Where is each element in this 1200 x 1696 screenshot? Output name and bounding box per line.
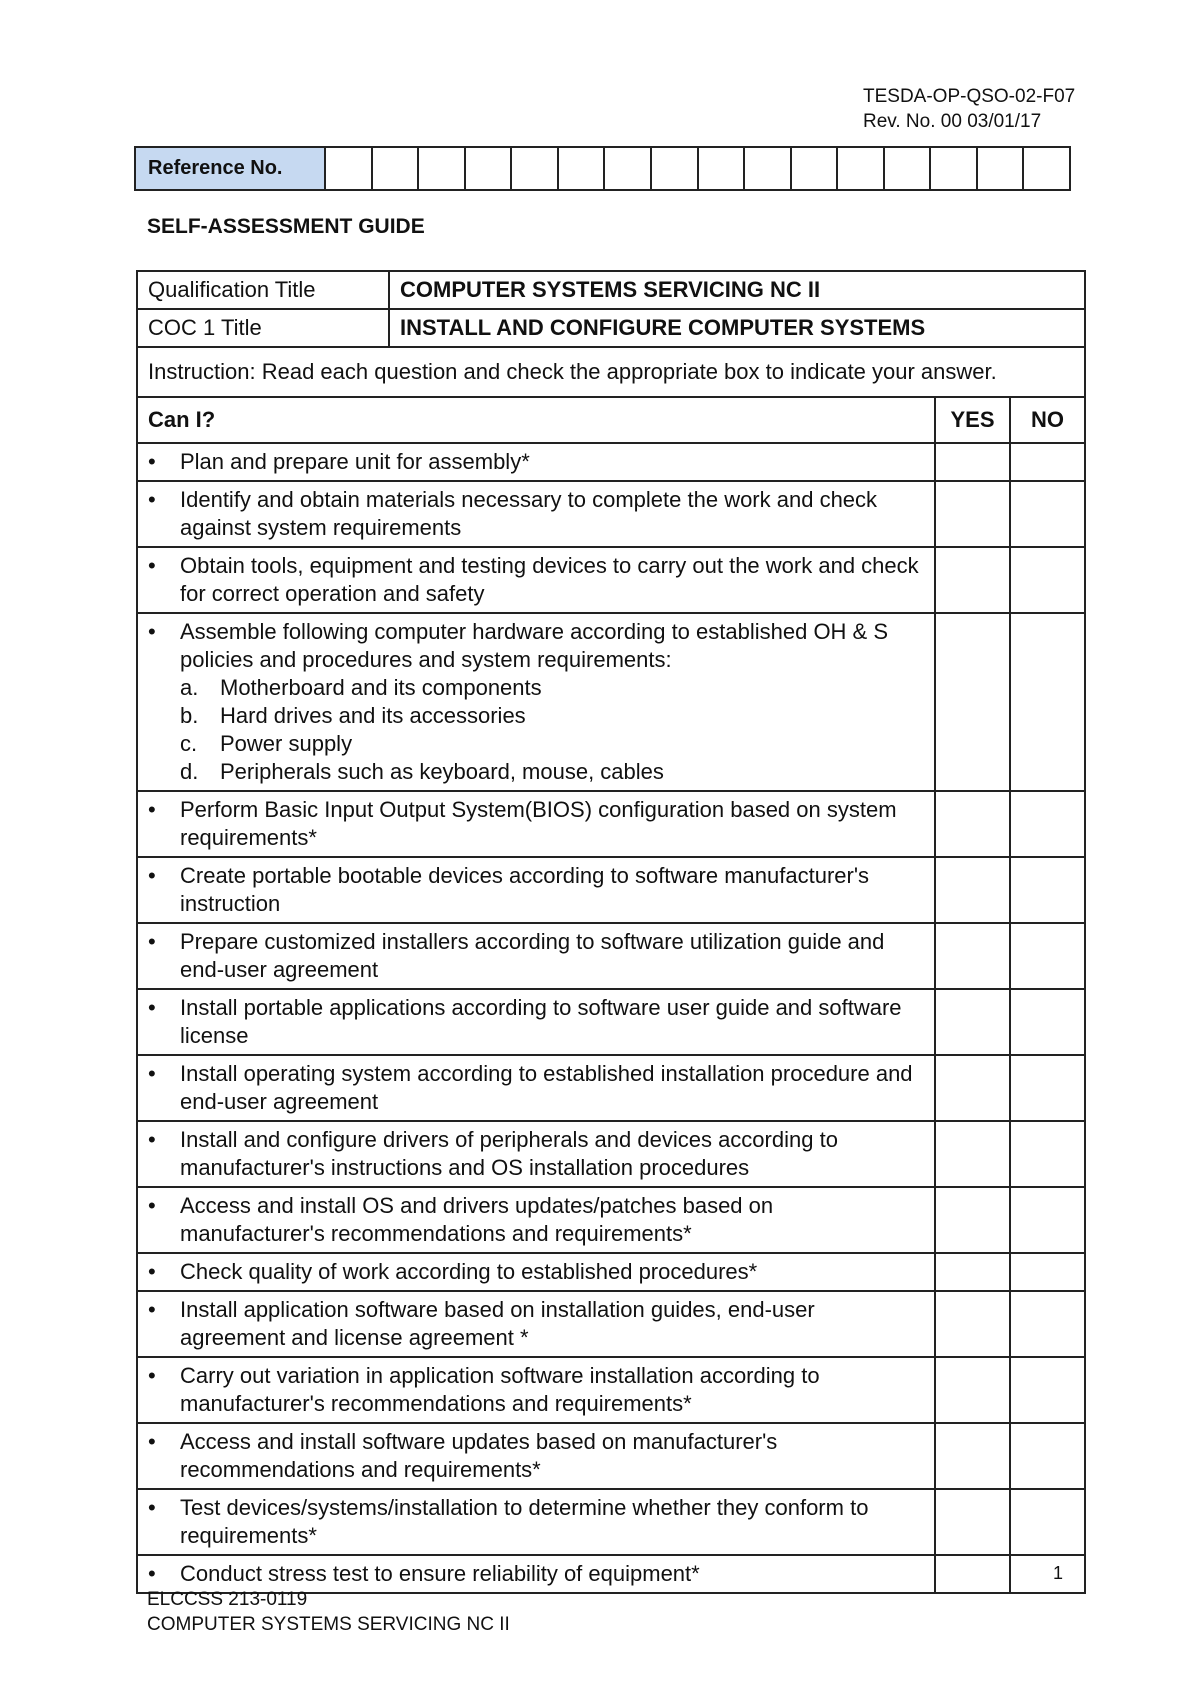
- question-cell: [137, 613, 935, 791]
- reference-digit-box[interactable]: [559, 148, 606, 189]
- no-checkbox-cell[interactable]: [1010, 1055, 1085, 1121]
- reference-digit-box[interactable]: [512, 148, 559, 189]
- reference-digit-box[interactable]: [326, 148, 373, 189]
- table-row: [137, 1121, 1085, 1187]
- bullet-icon: •: [148, 553, 156, 578]
- table-row: [137, 547, 1085, 613]
- no-checkbox-cell[interactable]: [1010, 1253, 1085, 1291]
- yes-checkbox-cell[interactable]: [935, 791, 1010, 857]
- reference-digit-box[interactable]: [1024, 148, 1069, 189]
- coc-value: INSTALL AND CONFIGURE COMPUTER SYSTEMS: [389, 309, 1085, 347]
- yes-checkbox-cell[interactable]: [935, 1423, 1010, 1489]
- form-code: TESDA-OP-QSO-02-F07: [863, 86, 1076, 107]
- instruction-row: [137, 347, 1085, 397]
- no-checkbox-cell[interactable]: [1010, 547, 1085, 613]
- no-checkbox-cell[interactable]: [1010, 1291, 1085, 1357]
- question-cell: [137, 443, 935, 481]
- question-cell: [137, 481, 935, 547]
- table-row: [137, 989, 1085, 1055]
- bullet-icon: •: [148, 995, 156, 1020]
- sub-item: [180, 674, 924, 702]
- question-text: Obtain tools, equipment and testing devices to carry out the work and check for correct operation and safety: [180, 553, 919, 606]
- form-header: [863, 84, 1075, 134]
- reference-digit-box[interactable]: [931, 148, 978, 189]
- question-text: Install application software based on installation guides, end-user agreement and license agreement *: [180, 1297, 815, 1350]
- table-row: [137, 1423, 1085, 1489]
- question-text: Access and install software updates based on manufacturer's recommendations and requirements*: [180, 1429, 778, 1482]
- sub-item-letter: d.: [180, 759, 199, 784]
- question-cell: [137, 857, 935, 923]
- yes-column-header: YES: [935, 397, 1010, 443]
- yes-checkbox-cell[interactable]: [935, 481, 1010, 547]
- question-cell: [137, 1187, 935, 1253]
- bullet-icon: •: [148, 1495, 156, 1520]
- bullet-icon: •: [148, 863, 156, 888]
- yes-checkbox-cell[interactable]: [935, 1357, 1010, 1423]
- question-text: Perform Basic Input Output System(BIOS) configuration based on system requirements*: [180, 797, 897, 850]
- question-cell: [137, 1489, 935, 1555]
- yes-checkbox-cell[interactable]: [935, 989, 1010, 1055]
- question-cell: [137, 1423, 935, 1489]
- sub-item-text: Power supply: [220, 731, 353, 756]
- question-text: Install and configure drivers of peripherals and devices according to manufacturer's instructions and OS installation procedures: [180, 1127, 838, 1180]
- table-row: [137, 613, 1085, 791]
- reference-number-box: [134, 146, 1071, 191]
- question-text: Identify and obtain materials necessary to complete the work and check against system requirements: [180, 487, 878, 540]
- question-cell: [137, 989, 935, 1055]
- reference-digit-box[interactable]: [419, 148, 466, 189]
- question-cell: [137, 1055, 935, 1121]
- question-cell: [137, 547, 935, 613]
- yes-checkbox-cell[interactable]: [935, 857, 1010, 923]
- question-text: Test devices/systems/installation to determine whether they conform to requirements*: [180, 1495, 869, 1548]
- revision-number: Rev. No. 00 03/01/17: [863, 111, 1042, 132]
- table-row: [137, 1291, 1085, 1357]
- no-checkbox-cell[interactable]: [1010, 1423, 1085, 1489]
- coc-row: [137, 309, 1085, 347]
- no-checkbox-cell[interactable]: [1010, 481, 1085, 547]
- question-text: Create portable bootable devices according to software manufacturer's instruction: [180, 863, 870, 916]
- bullet-icon: •: [148, 1363, 156, 1388]
- bullet-icon: •: [148, 1561, 156, 1586]
- coc-label: COC 1 Title: [137, 309, 389, 347]
- no-checkbox-cell[interactable]: [1010, 613, 1085, 791]
- column-header-row: [137, 397, 1085, 443]
- instruction-text: Instruction: Read each question and check the appropriate box to indicate your answer.: [137, 347, 1085, 397]
- sub-item: [180, 758, 924, 786]
- reference-digit-box[interactable]: [652, 148, 699, 189]
- question-text: Install operating system according to established installation procedure and end-user agreement: [180, 1061, 913, 1114]
- no-checkbox-cell[interactable]: [1010, 1555, 1085, 1593]
- reference-digit-box[interactable]: [373, 148, 420, 189]
- yes-checkbox-cell[interactable]: [935, 923, 1010, 989]
- qualification-value: COMPUTER SYSTEMS SERVICING NC II: [389, 271, 1085, 309]
- reference-digit-box[interactable]: [699, 148, 746, 189]
- bullet-icon: •: [148, 1127, 156, 1152]
- sub-item-letter: b.: [180, 703, 199, 728]
- yes-checkbox-cell[interactable]: [935, 1121, 1010, 1187]
- assessment-table: [136, 270, 1086, 1594]
- sub-item-letter: a.: [180, 675, 199, 700]
- page-number: 1: [1053, 1563, 1064, 1583]
- yes-checkbox-cell[interactable]: [935, 1253, 1010, 1291]
- table-row: [137, 443, 1085, 481]
- no-checkbox-cell[interactable]: [1010, 989, 1085, 1055]
- no-checkbox-cell[interactable]: [1010, 1121, 1085, 1187]
- table-row: [137, 481, 1085, 547]
- reference-digit-box[interactable]: [466, 148, 513, 189]
- no-checkbox-cell[interactable]: [1010, 1187, 1085, 1253]
- table-row: [137, 1357, 1085, 1423]
- bullet-icon: •: [148, 1297, 156, 1322]
- bullet-icon: •: [148, 1429, 156, 1454]
- question-text: Carry out variation in application software installation according to manufacturer's recommendations and requirements*: [180, 1363, 820, 1416]
- bullet-icon: •: [148, 619, 156, 644]
- question-cell: [137, 791, 935, 857]
- yes-checkbox-cell[interactable]: [935, 1489, 1010, 1555]
- yes-checkbox-cell[interactable]: [935, 1187, 1010, 1253]
- yes-checkbox-cell[interactable]: [935, 1055, 1010, 1121]
- sub-item: [180, 730, 924, 758]
- qualification-row: [137, 271, 1085, 309]
- no-checkbox-cell[interactable]: [1010, 443, 1085, 481]
- document-title: SELF-ASSESSMENT GUIDE: [147, 215, 425, 238]
- question-text: Check quality of work according to established procedures*: [180, 1259, 758, 1284]
- table-row: [137, 857, 1085, 923]
- reference-digit-box[interactable]: [885, 148, 932, 189]
- no-column-header: NO: [1010, 397, 1085, 443]
- table-row: [137, 1489, 1085, 1555]
- question-text: Access and install OS and drivers updates/patches based on manufacturer's recommendations and requirements*: [180, 1193, 774, 1246]
- yes-checkbox-cell[interactable]: [935, 547, 1010, 613]
- reference-digit-box[interactable]: [838, 148, 885, 189]
- question-cell: [137, 1357, 935, 1423]
- question-cell: [137, 1291, 935, 1357]
- table-row: [137, 791, 1085, 857]
- bullet-icon: •: [148, 1193, 156, 1218]
- page-footer: [147, 1587, 510, 1637]
- no-checkbox-cell[interactable]: [1010, 791, 1085, 857]
- no-checkbox-cell[interactable]: [1010, 1489, 1085, 1555]
- sub-item-text: Motherboard and its components: [220, 675, 542, 700]
- question-text: Plan and prepare unit for assembly*: [180, 449, 530, 474]
- reference-label: Reference No.: [136, 148, 326, 189]
- question-cell: [137, 923, 935, 989]
- sub-item: [180, 702, 924, 730]
- sub-item-text: Peripherals such as keyboard, mouse, cables: [220, 759, 664, 784]
- yes-checkbox-cell[interactable]: [935, 1555, 1010, 1593]
- question-text: Prepare customized installers according to software utilization guide and end-user agreement: [180, 929, 885, 982]
- bullet-icon: •: [148, 1061, 156, 1086]
- table-row: [137, 1253, 1085, 1291]
- bullet-icon: •: [148, 929, 156, 954]
- yes-checkbox-cell[interactable]: [935, 1291, 1010, 1357]
- sub-item-letter: c.: [180, 731, 198, 756]
- no-checkbox-cell[interactable]: [1010, 923, 1085, 989]
- no-checkbox-cell[interactable]: [1010, 857, 1085, 923]
- qualification-label: Qualification Title: [137, 271, 389, 309]
- bullet-icon: •: [148, 449, 156, 474]
- question-text: Conduct stress test to ensure reliability of equipment*: [180, 1561, 700, 1586]
- bullet-icon: •: [148, 797, 156, 822]
- table-row: [137, 1187, 1085, 1253]
- no-checkbox-cell[interactable]: [1010, 1357, 1085, 1423]
- reference-digit-box[interactable]: [978, 148, 1025, 189]
- bullet-icon: •: [148, 487, 156, 512]
- question-cell: [137, 1253, 935, 1291]
- reference-digit-box[interactable]: [605, 148, 652, 189]
- bullet-icon: •: [148, 1259, 156, 1284]
- question-text: Assemble following computer hardware according to established OH & S policies and procedures and system requirements:: [180, 619, 889, 672]
- question-text: Install portable applications according to software user guide and software license: [180, 995, 902, 1048]
- table-row: [137, 1055, 1085, 1121]
- footer-title: COMPUTER SYSTEMS SERVICING NC II: [147, 1614, 510, 1635]
- table-row: [137, 923, 1085, 989]
- footer-code: ELCCSS 213-0119: [147, 1589, 308, 1610]
- sub-item-text: Hard drives and its accessories: [220, 703, 526, 728]
- question-cell: [137, 1121, 935, 1187]
- reference-digit-box[interactable]: [792, 148, 839, 189]
- question-column-header: Can I?: [137, 397, 935, 443]
- yes-checkbox-cell[interactable]: [935, 443, 1010, 481]
- reference-digit-box[interactable]: [745, 148, 792, 189]
- yes-checkbox-cell[interactable]: [935, 613, 1010, 791]
